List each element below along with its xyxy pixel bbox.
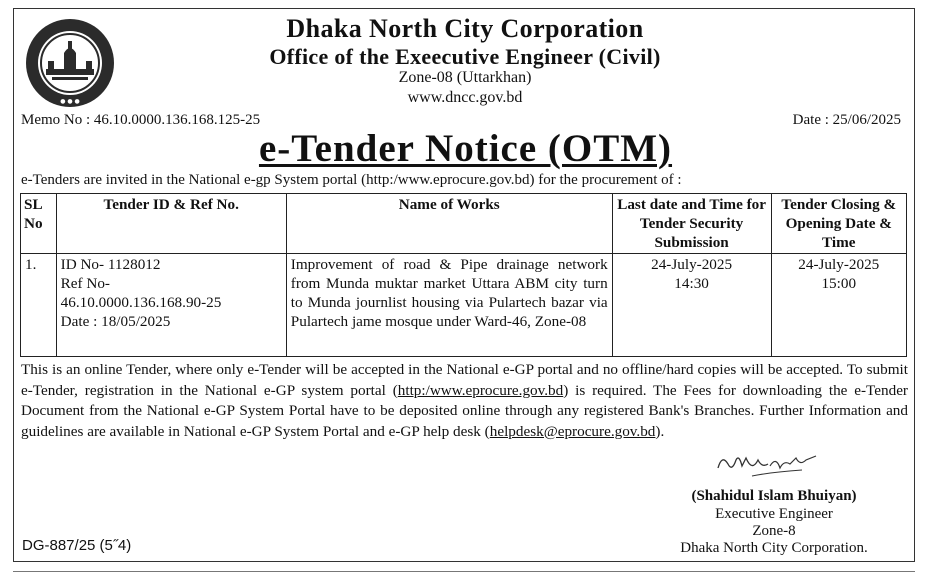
zone-name: Zone-08 (Uttarkhan) [398,69,532,86]
ref-label: Ref No- [60,275,110,292]
header-tender-id: Tender ID & Ref No. [56,194,286,254]
signatory-name: (Shahidul Islam Bhuiyan) [691,488,857,504]
signatory-org: Dhaka North City Corporation. [680,540,868,556]
header-name-of-works: Name of Works [286,194,612,254]
handwritten-signature [712,446,822,486]
helpdesk-email-link[interactable]: helpdesk@eprocure.gov.bd [489,422,656,440]
signatory-zone: Zone-8 [752,523,796,539]
terms-part-1: This is an online Tender, where only e-Tender will be accepted in the National e-GP portal and no offline/hard copies will be accepted. To submit e-Tender, registration in the National e-GP system portal ( [21,361,908,399]
notice-title: e-Tender Notice (OTM) [258,127,673,170]
ref-number: 46.10.0000.136.168.90-25 [60,294,222,311]
tender-table [20,193,907,357]
header-sl: SL No [21,194,57,254]
intro-text: e-Tenders are invited in the National e-gp System portal (http:/www.eprocure.gov.bd) for the procurement of : [21,172,682,188]
memo-number: Memo No : 46.10.0000.136.168.125-25 [21,112,261,128]
ref-date: Date : 18/05/2025 [60,313,171,330]
row-name-of-works: Improvement of road & Pipe drainage network from Munda muktar market Uttara ABM city turn to Munda journlist housing via Pulartech bazar via Pulartech jame mosque under Ward-46, Zone-08 [286,254,612,357]
table-row [21,254,907,357]
closing-date: 24-July-2025 [798,256,880,273]
svg-text:● ● ●: ● ● ● [60,98,80,105]
last-time: 14:30 [674,275,709,292]
tender-id-no: ID No- 1128012 [60,256,161,273]
row-last-date [612,254,771,357]
terms-part-2: ) is required. The Fees for downloading the e-Tender Document from the National e-GP System Portal have to be deposited online through any registered Bank's Branches. Further Information and guidelines are available in National e-GP System Portal and e-GP help desk ( [21,381,908,440]
website: www.dncc.gov.bd [407,89,523,106]
signatory-designation: Executive Engineer [715,506,833,522]
eprocure-link[interactable]: http:/www.eprocure.gov.bd [397,381,564,399]
notice-date: Date : 25/06/2025 [792,112,901,128]
table-header-row [21,194,907,254]
footer-code: DG-887/25 (5˝4) [22,537,132,554]
org-name: Dhaka North City Corporation [286,14,644,43]
row-tender-id [56,254,286,357]
office-name: Office of the Exeecutive Engineer (Civil) [269,44,661,69]
dncc-logo [24,17,116,109]
header-last-date: Last date and Time for Tender Security Submission [612,194,771,254]
terms-paragraph [21,360,908,442]
last-date: 24-July-2025 [651,256,733,273]
closing-time: 15:00 [821,275,857,292]
terms-part-3: ). [655,422,665,440]
bottom-divider [13,571,915,576]
row-closing-date [771,254,906,357]
header-closing-date: Tender Closing & Opening Date & Time [771,194,906,254]
row-sl: 1. [21,254,57,357]
